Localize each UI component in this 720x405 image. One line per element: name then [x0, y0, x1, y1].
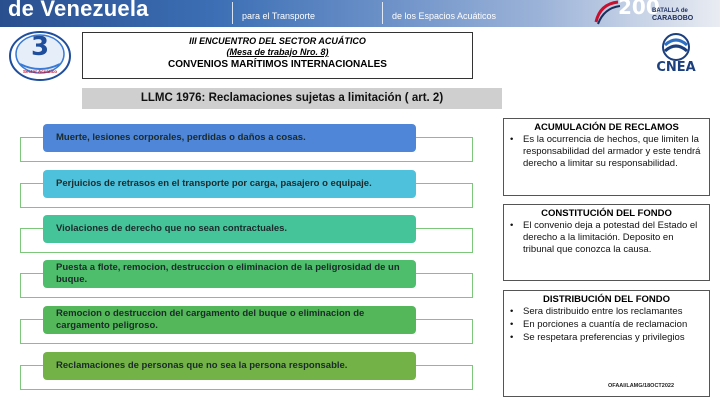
fund-distribution-bullet: • Se respetara preferencias y privilegios [510, 332, 685, 343]
fund-distribution-title: DISTRIBUCIÓN DEL FONDO [542, 294, 671, 305]
government-name: de Venezuela [8, 0, 149, 21]
list-item-label: Muerte, lesiones corporales, perdidas o daños a cosas. [43, 124, 416, 152]
accumulation-bullet: • Es la ocurrencia de hechos, que limiten la responsabilidad del armador y este tendrá derecho a limitar su responsabilidad. [510, 134, 701, 169]
bicentenary-line1: BATALLA de [652, 8, 688, 14]
fund-constitution-box [503, 204, 710, 281]
list-item-label: Perjuicios de retrasos en el transporte por carga, pasajero o equipaje. [43, 170, 416, 198]
fund-distribution-bullet: • En porciones a cuantía de reclamacion [510, 319, 688, 330]
bicentenary-logo [592, 0, 716, 27]
encuentro-number: 3 [30, 32, 50, 62]
cnea-name: CNEA [656, 60, 696, 75]
slide-title: LLMC 1976: Reclamaciones sujetas a limitación ( art. 2) [82, 88, 502, 109]
banner-divider [382, 2, 383, 24]
document-code: OFAAI/LAMG/18OCT2022 [608, 383, 675, 389]
fund-distribution-bullet: • Sera distribuido entre los reclamantes [510, 306, 683, 317]
banner-divider [232, 2, 233, 24]
event-title: III ENCUENTRO DEL SECTOR ACUÁTICO [189, 36, 366, 46]
work-table: (Mesa de trabajo Nro. 8) [226, 47, 329, 57]
ministry-aquatic: de los Espacios Acuáticos [392, 11, 497, 21]
accumulation-title: ACUMULACIÓN DE RECLAMOS [534, 122, 679, 133]
list-item-label: Reclamaciones de personas que no sea la persona responsable. [43, 352, 416, 380]
bicentenary-number: 200 [618, 0, 660, 19]
encuentro-logo [8, 30, 72, 82]
accumulation-box [503, 118, 710, 196]
list-item-label: Remocion o destruccion del cargamento del buque o eliminacion de cargamento peligroso. [43, 306, 416, 334]
ministry-transport: para el Transporte [242, 11, 316, 21]
list-item-label: Puesta a flote, remocion, destruccion o eliminacion de la peligrosidad de un buque. [43, 260, 416, 288]
event-header [82, 32, 473, 79]
conventions-title: CONVENIOS MARÍTIMOS INTERNACIONALES [168, 59, 387, 70]
bicentenary-line2: CARABOBO [652, 15, 694, 22]
fund-constitution-bullet: • El convenio deja a potestad del Estado el derecho a la limitación. Deposito en tribunal que conozca la causa. [510, 220, 698, 255]
top-banner [0, 0, 720, 27]
cnea-emblem-icon [645, 33, 707, 61]
cnea-logo [645, 33, 707, 77]
fund-constitution-title: CONSTITUCIÓN DEL FONDO [541, 208, 672, 219]
encuentro-caption: Sector Acuático [22, 69, 58, 74]
list-item-label: Violaciones de derecho que no sean contractuales. [43, 215, 416, 243]
fund-distribution-box [503, 290, 710, 397]
